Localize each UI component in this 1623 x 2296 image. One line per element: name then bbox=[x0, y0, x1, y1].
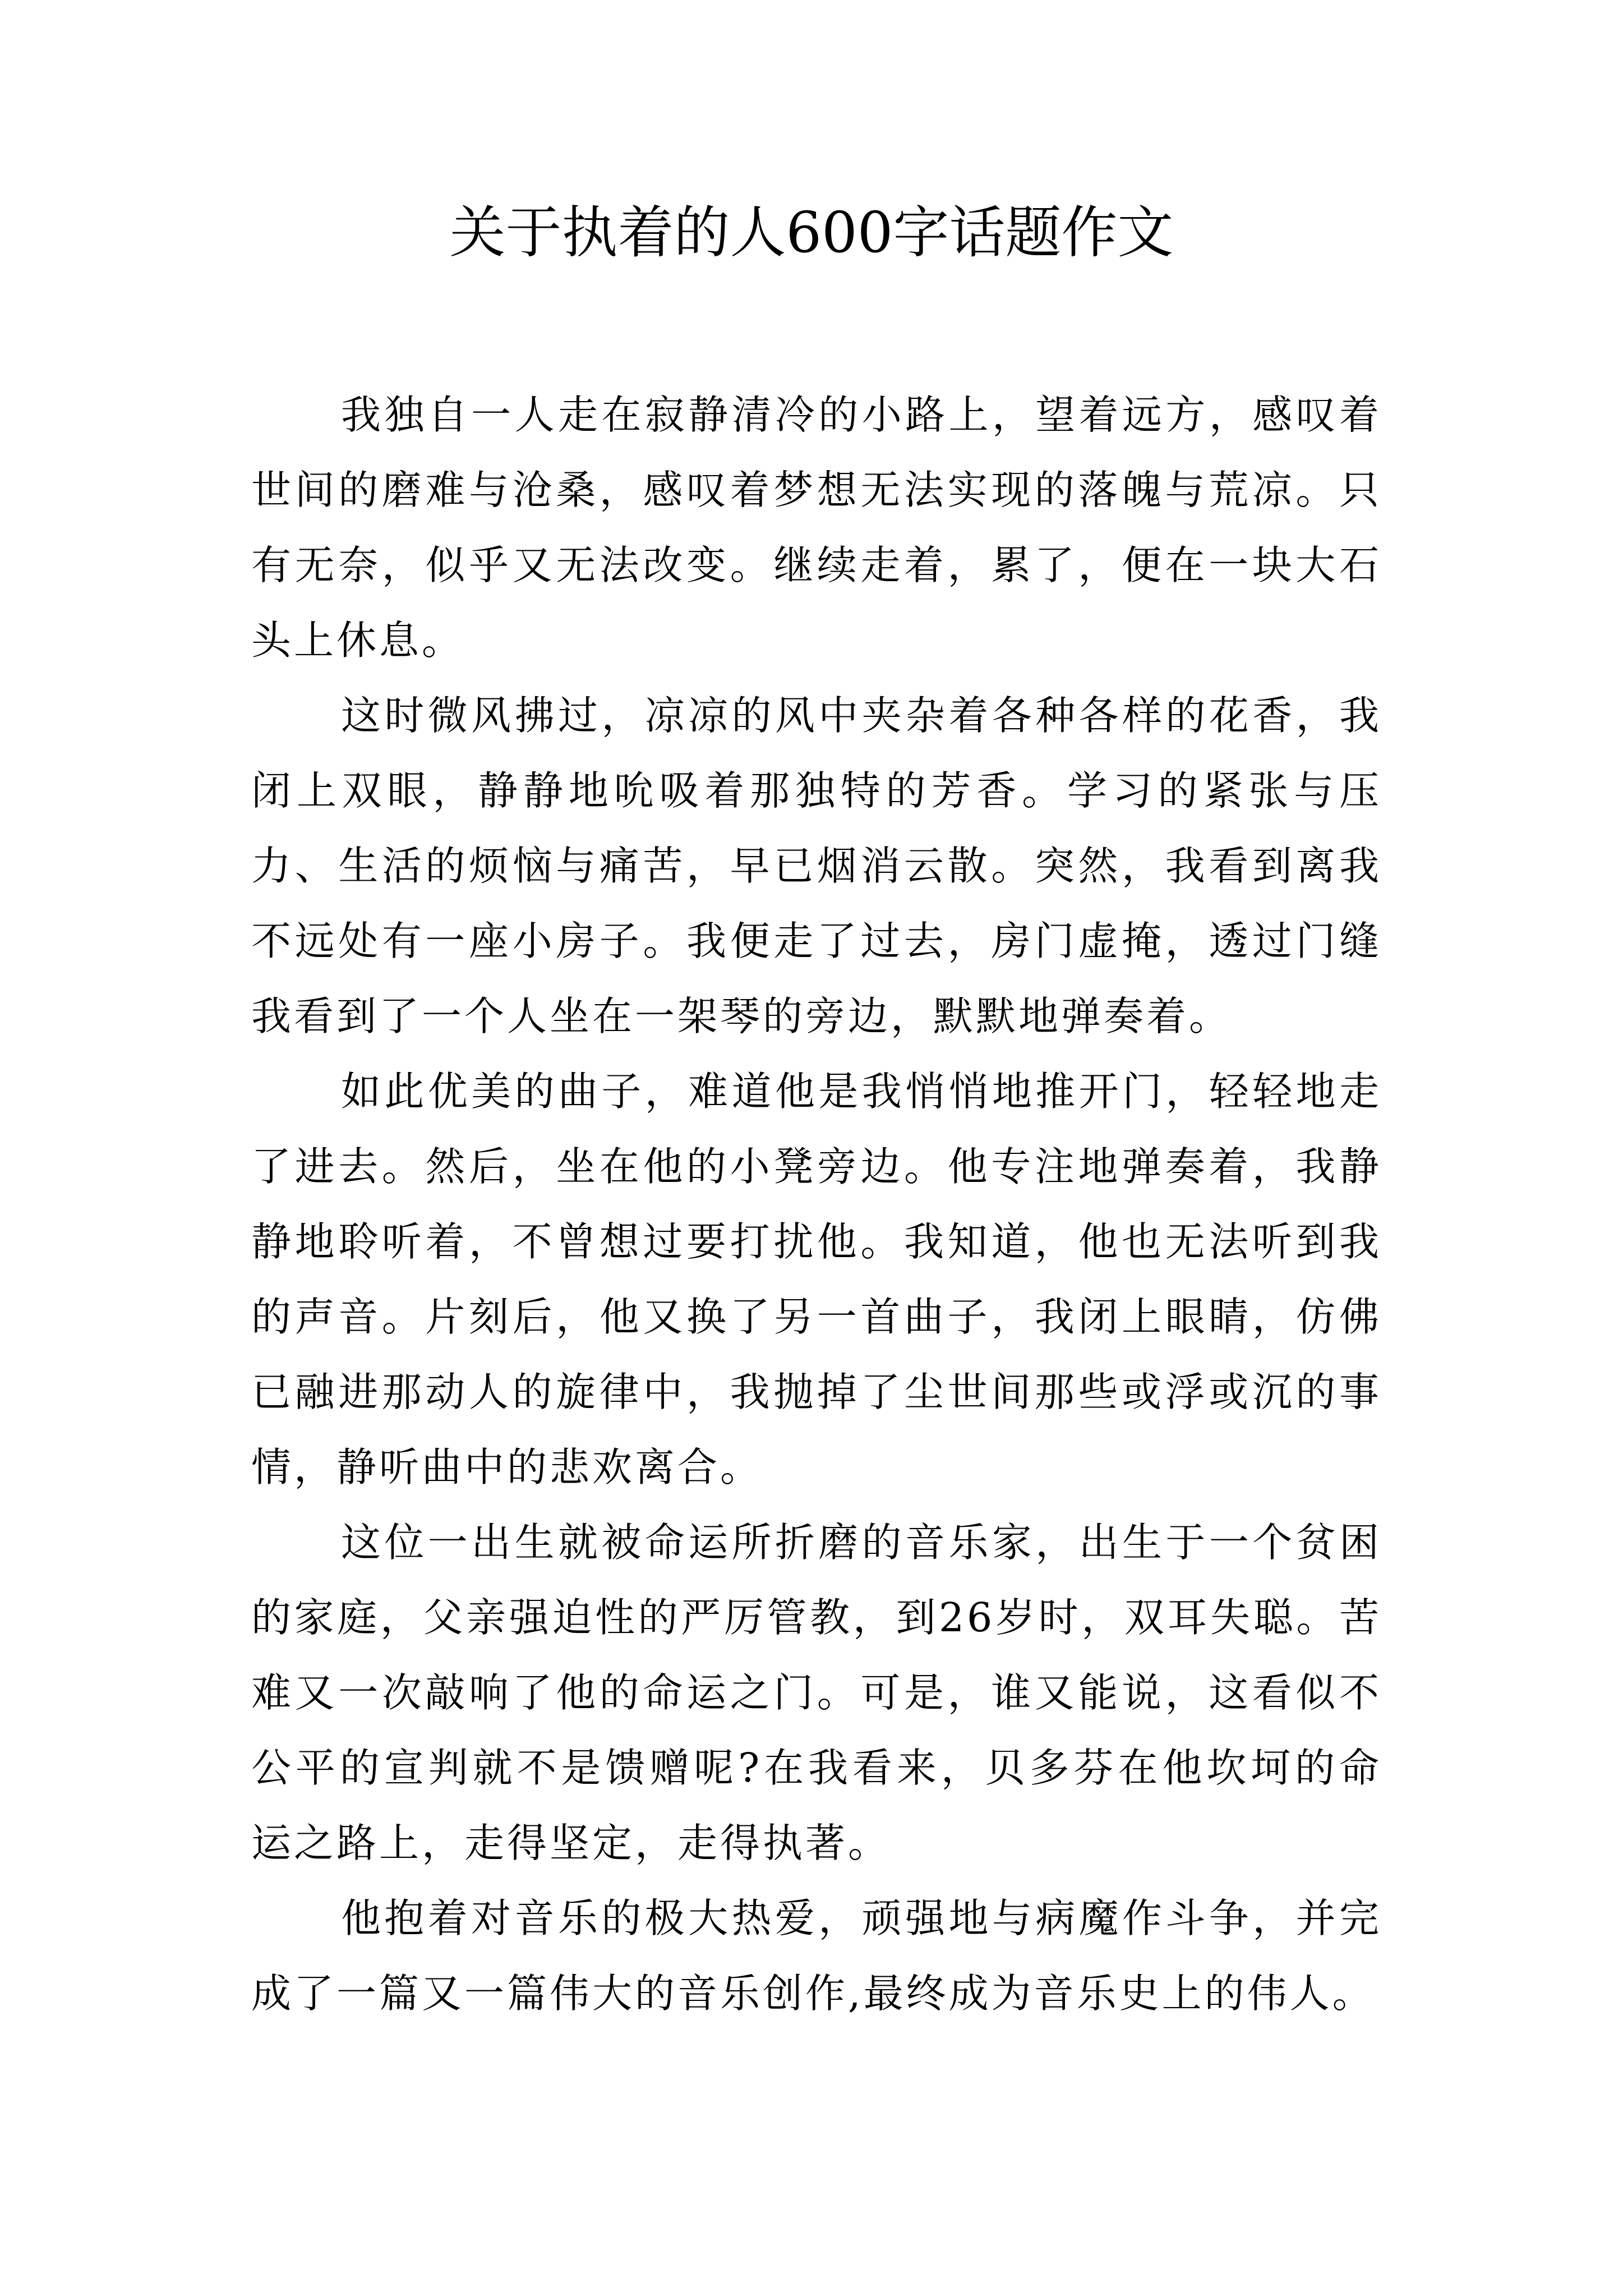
paragraph: 如此优美的曲子，难道他是我悄悄地推开门，轻轻地走了进去。然后，坐在他的小凳旁边。他专注地弹奏着，我静静地聆听着，不曾想过要打扰他。我知道，他也无法听到我的声音。片刻后，他又换了另一首曲子，我闭上眼睛，仿佛已融进那动人的旋律中，我抛掉了尘世间那些或浮或沉的事情，静听曲中的悲欢离合。 bbox=[251, 1068, 1382, 1490]
document-body bbox=[251, 378, 1382, 2031]
paragraph: 他抱着对音乐的极大热爱，顽强地与病魔作斗争，并完成了一篇又一篇伟大的音乐创作,最终成为音乐史上的伟人。 bbox=[251, 1895, 1382, 2017]
paragraph: 这位一出生就被命运所折磨的音乐家，出生于一个贫困的家庭，父亲强迫性的严厉管教，到26岁时，双耳失聪。苦难又一次敲响了他的命运之门。可是，谁又能说，这看似不公平的宣判就不是馈赠呢?在我看来，贝多芬在他坎坷的命运之路上，走得坚定，走得执著。 bbox=[251, 1519, 1382, 1866]
paragraph: 这时微风拂过，凉凉的风中夹杂着各种各样的花香，我闭上双眼，静静地吮吸着那独特的芳香。学习的紧张与压力、生活的烦恼与痛苦，早已烟消云散。突然，我看到离我不远处有一座小房子。我便走了过去，房门虚掩，透过门缝我看到了一个人坐在一架琴的旁边，默默地弹奏着。 bbox=[251, 692, 1382, 1039]
document-title: 关于执着的人600字话题作文 bbox=[449, 200, 1174, 265]
paragraph: 我独自一人走在寂静清冷的小路上，望着远方，感叹着世间的磨难与沧桑，感叹着梦想无法实现的落魄与荒凉。只有无奈，似乎又无法改变。继续走着，累了，便在一块大石头上休息。 bbox=[251, 392, 1382, 664]
